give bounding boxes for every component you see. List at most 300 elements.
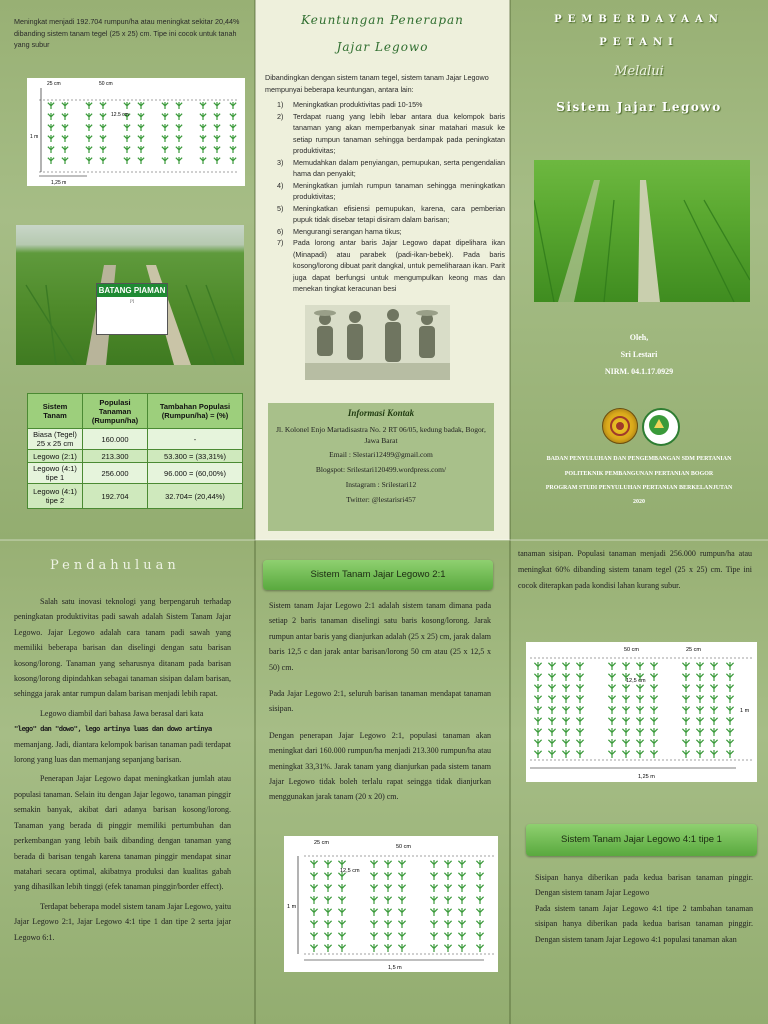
section-body: [269, 598, 491, 805]
rice-plant-icon: [726, 750, 733, 758]
rice-plant-icon: [398, 944, 405, 952]
rice-plant-icon: [622, 750, 629, 758]
rice-plant-icon: [696, 750, 703, 758]
rice-plant-icon: [458, 884, 465, 892]
rice-plant-icon: [622, 728, 629, 736]
rice-plant-icon: [100, 113, 106, 120]
table-cell: Legowo (4:1) tipe 2: [28, 484, 83, 509]
rice-plant-icon: [384, 908, 391, 916]
label-12-5: 12,5 cm: [626, 678, 646, 684]
rice-plant-icon: [444, 896, 451, 904]
rice-plant-icon: [124, 157, 130, 164]
section-paragraph: Sisipan hanya diberikan pada kedua barisan tanaman pinggir. Dengan sistem tanam Jajar Legowo: [535, 873, 753, 898]
label-50: 50 cm: [624, 647, 639, 653]
rice-plant-icon: [650, 739, 657, 747]
rice-plant-icon: [622, 662, 629, 670]
rice-plant-icon: [548, 695, 555, 703]
rice-plant-icon: [200, 157, 206, 164]
rice-field-photo-sign: [16, 225, 244, 365]
rice-plant-icon: [608, 728, 615, 736]
rice-plant-icon: [86, 135, 92, 142]
rice-plant-icon: [138, 113, 144, 120]
rice-plant-icon: [430, 944, 437, 952]
rice-plant-icon: [726, 673, 733, 681]
intro-body: [14, 594, 231, 945]
list-text: Terdapat ruang yang lebih lebar antara dua kelompok baris tanaman yang akan memperbanyak sinar matahari masuk ke setiap rumpun tanaman sehingga berdampak pada peningkatan produktivitas;: [293, 111, 505, 155]
benefits-title-2: Jajar Legowo: [336, 40, 429, 54]
rice-plant-icon: [48, 146, 54, 153]
population-table: [27, 393, 243, 509]
rice-plant-icon: [86, 124, 92, 131]
table-cell: 53.300 = (33,31%): [148, 450, 243, 463]
rice-plant-icon: [548, 717, 555, 725]
intro-paragraph: Terdapat beberapa model sistem tanam Jajar Legowo, yaitu Jajar Legowo 2:1, Jajar Legowo 4:1 tipe 1 dan tipe 2 serta jajar Legowo 6:1.: [14, 901, 231, 942]
rice-plant-icon: [162, 157, 168, 164]
table-header: Sistem Tanam: [28, 394, 83, 429]
rice-plant-icon: [124, 124, 130, 131]
list-text: Meningkatkan efisiensi pemupukan, karena, cara pemberian pupuk tidak disebar tetapi disiram dalam barisan;: [293, 203, 505, 224]
rice-plant-icon: [370, 908, 377, 916]
rice-plant-icon: [726, 662, 733, 670]
list-num: 3): [277, 157, 284, 167]
rice-plant-icon: [710, 662, 717, 670]
label-25: 25 cm: [686, 647, 701, 653]
rice-plant-icon: [430, 860, 437, 868]
rice-plant-icon: [458, 860, 465, 868]
rice-plant-icon: [338, 860, 345, 868]
list-text: Meningkatkan produktivitas padi 10-15%: [293, 100, 423, 109]
rice-plant-icon: [682, 750, 689, 758]
rice-plant-icon: [230, 102, 236, 109]
polytechnic-logo: [642, 408, 680, 446]
rice-plant-icon: [398, 932, 405, 940]
rice-plant-icon: [176, 113, 182, 120]
rice-plant-icon: [200, 135, 206, 142]
fold-line: [509, 0, 511, 1024]
list-num: 2): [277, 111, 284, 121]
rice-plant-icon: [384, 896, 391, 904]
plant-spacing-diagram: [284, 836, 498, 972]
label-height: 1 m: [740, 708, 750, 714]
list-item: [277, 99, 505, 111]
rice-plant-icon: [310, 896, 317, 904]
rice-plant-icon: [534, 717, 541, 725]
rice-plant-icon: [548, 750, 555, 758]
label-25: 25 cm: [314, 840, 329, 846]
rice-plant-icon: [310, 860, 317, 868]
rice-plant-icon: [650, 684, 657, 692]
section-paragraph: Sistem tanam Jajar Legowo 2:1 adalah sistem tanam dimana pada setiap 2 baris tanaman diselingi satu baris kosong/lorong. Jarak rumpun antar baris yang dianjurkan adalah (25 x 25) cm, jarak dalam baris 12,5 c dan jarak antar barisan/lorong 50 cm atau (25 x 12,5 x 50) cm.: [269, 601, 491, 672]
rice-plant-icon: [444, 944, 451, 952]
list-item: [277, 203, 505, 226]
rice-plant-icon: [458, 872, 465, 880]
list-num: 4): [277, 180, 284, 190]
rice-plant-icon: [458, 896, 465, 904]
rice-plant-icon: [338, 932, 345, 940]
rice-plant-icon: [458, 944, 465, 952]
rice-plant-icon: [162, 124, 168, 131]
rice-plant-icon: [622, 717, 629, 725]
rice-plant-icon: [338, 908, 345, 916]
label-width: 1,25 m: [51, 180, 67, 186]
label-50: 50 cm: [99, 81, 113, 87]
rice-plant-icon: [476, 884, 483, 892]
author-by: Oleh,: [629, 333, 649, 342]
rice-plant-icon: [338, 944, 345, 952]
rice-plant-icon: [696, 728, 703, 736]
rice-plant-icon: [384, 860, 391, 868]
rice-plant-icon: [62, 124, 68, 131]
intro-paragraph: Penerapan Jajar Legowo dapat meningkatkan jumlah atau populasi tanaman. Selain itu dengan Jajar legowo, tanaman pinggir semakin banyak, akibat dari adanya barisan kosong/lorong. Tanaman yang berada di pinggir memiliki pertumbuhan dan perkembangan yang lebih baik dibanding dengan tanaman yang berada di barisan tengah karena tanaman pinggir mendapat sinar matahari secara optimal, akibatnya produksi dan kualitas gabah yang dihasilkan lebih tinggi (efek tanaman pinggir/border effect).: [14, 774, 231, 892]
rice-plant-icon: [576, 662, 583, 670]
author-nirm: NIRM. 04.1.17.0929: [604, 367, 674, 376]
list-item: [277, 157, 505, 180]
list-text: Meningkatkan jumlah rumpun tanaman sehingga meningkatkan produktivitas;: [293, 180, 505, 201]
rice-plant-icon: [230, 146, 236, 153]
table-header: Populasi Tanaman (Rumpun/ha): [83, 394, 148, 429]
label-12-5: 12.5 cm: [111, 112, 129, 118]
rice-plant-icon: [710, 673, 717, 681]
rice-plant-icon: [444, 908, 451, 916]
rice-plant-icon: [138, 135, 144, 142]
rice-plant-icon: [324, 944, 331, 952]
rice-plant-icon: [430, 908, 437, 916]
rice-plant-icon: [48, 113, 54, 120]
rice-plant-icon: [384, 884, 391, 892]
rice-plant-icon: [430, 872, 437, 880]
table-cell: Legowo (2:1): [28, 450, 83, 463]
rice-plant-icon: [138, 157, 144, 164]
rice-plant-icon: [398, 896, 405, 904]
rice-plant-icon: [534, 695, 541, 703]
table-cell: 160.000: [83, 429, 148, 450]
rice-plant-icon: [62, 113, 68, 120]
rice-plant-icon: [576, 750, 583, 758]
rice-plant-icon: [696, 717, 703, 725]
section-header-4-1: [526, 824, 757, 856]
label-50: 50 cm: [396, 844, 411, 850]
rice-plant-icon: [682, 706, 689, 714]
rice-plant-icon: [650, 750, 657, 758]
list-text: Memudahkan dalam penyiangan, pemupukan, serta pengendalian hama dan penyakit;: [293, 157, 505, 178]
rice-plant-icon: [444, 884, 451, 892]
rice-plant-icon: [398, 872, 405, 880]
rice-plant-icon: [458, 932, 465, 940]
rice-plant-icon: [162, 113, 168, 120]
rice-plant-icon: [398, 920, 405, 928]
rice-plant-icon: [548, 706, 555, 714]
rice-plant-icon: [430, 920, 437, 928]
rice-plant-icon: [324, 860, 331, 868]
rice-plant-icon: [576, 728, 583, 736]
rice-plant-icon: [230, 157, 236, 164]
contact-twitter: Twitter: @lestarisri457: [346, 495, 416, 504]
rice-plant-icon: [384, 932, 391, 940]
rice-plant-icon: [200, 124, 206, 131]
rice-plant-icon: [562, 684, 569, 692]
rice-plant-icon: [200, 146, 206, 153]
contact-address: Jl. Kolonel Enjo Martadisastra No. 2 RT 06/05, kedung badak, Bogor, Jawa Barat: [276, 425, 486, 445]
rice-plant-icon: [576, 739, 583, 747]
panel-bottom-right: [510, 540, 768, 1024]
rice-plant-icon: [370, 860, 377, 868]
rice-plant-icon: [214, 102, 220, 109]
rice-plant-icon: [476, 932, 483, 940]
rice-plant-icon: [576, 706, 583, 714]
table-header-row: [28, 394, 243, 429]
table-cell: -: [148, 429, 243, 450]
rice-plant-icon: [230, 135, 236, 142]
rice-plant-icon: [562, 695, 569, 703]
rice-plant-icon: [124, 135, 130, 142]
rice-plant-icon: [176, 146, 182, 153]
rice-plant-icon: [726, 728, 733, 736]
sign-subtitle: [?]: [130, 299, 134, 303]
panel-bottom-left: [0, 540, 255, 1024]
rice-plant-icon: [384, 920, 391, 928]
rice-plant-icon: [86, 157, 92, 164]
rice-plant-icon: [398, 908, 405, 916]
rice-plant-icon: [696, 662, 703, 670]
rice-plant-icon: [124, 102, 130, 109]
rice-plant-icon: [650, 695, 657, 703]
cover-title-2: PETANI: [599, 37, 679, 48]
panel-top-right: [510, 0, 768, 540]
rice-plant-icon: [636, 695, 643, 703]
rice-plant-icon: [608, 706, 615, 714]
list-item: [277, 180, 505, 203]
table-cell: Legowo (4:1) tipe 1: [28, 463, 83, 484]
rice-plant-icon: [176, 124, 182, 131]
rice-plant-icon: [650, 717, 657, 725]
list-item: [277, 111, 505, 157]
rice-plant-icon: [650, 673, 657, 681]
legowo-diagram-small: [27, 78, 245, 186]
rice-plant-icon: [608, 673, 615, 681]
polytechnic-emblem-icon: [644, 410, 678, 444]
rice-plant-icon: [176, 157, 182, 164]
section-paragraph: Pada sistem tanam Jajar Legowo 4:1 tipe 2 tambahan tanaman sisipan hanya diberikan pada kedua barisan tanaman pinggir. Dengan sistem tanam Jajar Legowo 4:1 populasi tanaman akan: [535, 903, 753, 944]
table-cell: 32.704= (20,44%): [148, 484, 243, 509]
label-25: 25 cm: [47, 81, 61, 87]
rice-plant-icon: [370, 872, 377, 880]
rice-plant-icon: [162, 146, 168, 153]
table-row: [28, 450, 243, 463]
list-text: Pada lorong antar baris Jajar Legowo dapat dipelihara ikan (Minapadi) atau parabek (padi-ikan-bebek). Pada baris kosong/lorong dibuat parit dangkal, untuk pemeliharaan ikan. Parit juga dapat berfungsi untuk mengumpulkan keong mas dan menekan tingkat keracunan besi: [293, 238, 505, 293]
rice-plant-icon: [696, 673, 703, 681]
cover-title-3: Melalui: [614, 64, 664, 79]
rice-plant-icon: [726, 717, 733, 725]
rice-plant-icon: [310, 932, 317, 940]
table-header: Tambahan Populasi (Rumpun/ha) = (%): [148, 394, 243, 429]
rice-plant-icon: [338, 920, 345, 928]
rice-plant-icon: [48, 102, 54, 109]
farmers-illustration: [305, 305, 450, 380]
rice-plant-icon: [562, 673, 569, 681]
section-paragraph: Pada Jajar Legowo 2:1, seluruh barisan tanaman mendapat tanaman sisipan.: [269, 689, 491, 714]
rice-plant-icon: [310, 920, 317, 928]
table-cell: 192.704: [83, 484, 148, 509]
rice-plant-icon: [324, 920, 331, 928]
table-row: [28, 429, 243, 450]
rice-plant-icon: [534, 739, 541, 747]
section-header-2-1: [263, 560, 493, 590]
panel-top-left: [0, 0, 255, 540]
rice-plant-icon: [444, 860, 451, 868]
rice-plant-icon: [398, 860, 405, 868]
rice-plant-icon: [200, 102, 206, 109]
rice-plant-icon: [548, 673, 555, 681]
contact-email: Email : Slestari12499@gmail.com: [329, 450, 433, 459]
rice-plant-icon: [608, 662, 615, 670]
rice-plant-icon: [710, 695, 717, 703]
plant-spacing-diagram: [27, 78, 245, 186]
rice-plant-icon: [324, 896, 331, 904]
rice-plant-icon: [608, 695, 615, 703]
rice-plant-icon: [176, 135, 182, 142]
rice-plant-icon: [310, 944, 317, 952]
rice-plant-icon: [86, 113, 92, 120]
cover-title-1: PEMBERDAYAAN: [554, 14, 724, 25]
rice-plant-icon: [562, 717, 569, 725]
institution-1: BADAN PENYULUHAN DAN PENGEMBANGAN SDM PERTANIAN: [546, 456, 732, 462]
intro-paragraph: Legowo diambil dari bahasa Jawa berasal dari kata: [40, 708, 204, 718]
rice-plant-icon: [476, 860, 483, 868]
rice-plant-icon: [430, 884, 437, 892]
rice-plant-icon: [696, 684, 703, 692]
rice-plant-icon: [62, 102, 68, 109]
intro-paragraph: memanjang. Jadi, diantara kelompok barisan tanaman padi terdapat lorong yang luas dan memanjang sepanjang barisan.: [14, 739, 231, 765]
list-item: [277, 226, 505, 238]
rice-plant-icon: [726, 684, 733, 692]
rice-plant-icon: [444, 920, 451, 928]
list-num: 1): [277, 100, 284, 109]
list-item: [277, 237, 505, 295]
rice-plant-icon: [682, 739, 689, 747]
rice-plant-icon: [338, 896, 345, 904]
rice-plant-icon: [562, 739, 569, 747]
continued-paragraph: tanaman sisipan. Populasi tanaman menjadi 256.000 rumpun/ha atau meningkat 60% dibanding sistem tanam tegel (25 x 25) cm. Tipe ini cocok diterapkan pada kondisi lahan kurang subur.: [518, 549, 752, 590]
rice-plant-icon: [62, 146, 68, 153]
rice-plant-icon: [100, 146, 106, 153]
rice-plant-icon: [562, 750, 569, 758]
institution-year: 2020: [633, 499, 645, 505]
rice-plant-icon: [682, 673, 689, 681]
rice-plant-icon: [100, 135, 106, 142]
rice-plant-icon: [726, 706, 733, 714]
rice-plant-icon: [636, 662, 643, 670]
rice-plant-icon: [476, 920, 483, 928]
table-cell: 96.000 = (60,00%): [148, 463, 243, 484]
rice-plant-icon: [710, 684, 717, 692]
rice-plant-icon: [310, 884, 317, 892]
rice-plant-icon: [398, 884, 405, 892]
rice-plant-icon: [458, 908, 465, 916]
intro-paragraph: Salah satu inovasi teknologi yang berpengaruh terhadap peningkatan produktivitas padi sawah adalah Sistem Tanam Jajar Legowo. Jajar Legowo adalah cara tanam padi sawah yang memiliki beberapa barisan dan diselingi dengan satu barisan kosong/lorong. Tanaman yang seharusnya ditanam pada barisan kosong/lorong dipindahkan sebagai tanaman sisipan dalam barisan, sehingga jarak antar rumpun dalam barisan menjadi lebih rapat.: [14, 597, 231, 699]
author-name: Sri Lestari: [620, 350, 658, 359]
rice-plant-icon: [444, 932, 451, 940]
benefits-list: [277, 99, 505, 295]
section-title: Sistem Tanam Jajar Legowo 2:1: [310, 569, 446, 580]
rice-plant-icon: [682, 695, 689, 703]
farmers-icon: [305, 305, 450, 380]
rice-plant-icon: [162, 135, 168, 142]
field-sign: [96, 283, 168, 335]
rice-plant-icon: [636, 728, 643, 736]
contact-instagram: Instagram : Srilestari12: [345, 480, 417, 489]
rice-plant-icon: [310, 872, 317, 880]
rice-plant-icon: [710, 706, 717, 714]
rice-plant-icon: [548, 728, 555, 736]
panel-bottom-middle: [255, 540, 510, 1024]
rice-plant-icon: [682, 717, 689, 725]
rice-plant-icon: [682, 684, 689, 692]
rice-plant-icon: [214, 135, 220, 142]
sign-title: BATANG PIAMAN: [98, 286, 166, 295]
section-title: Sistem Tanam Jajar Legowo 4:1 tipe 1: [561, 834, 722, 845]
institution-2: POLITEKNIK PEMBANGUNAN PERTANIAN BOGOR: [564, 471, 714, 477]
panel-top-middle: [255, 0, 510, 540]
rice-plant-icon: [476, 944, 483, 952]
cover-rice-photo: [534, 160, 750, 302]
benefits-intro: Dibandingkan dengan sistem tanam tegel, sistem tanam Jajar Legowo mempunyai beberapa keuntungan, antara lain:: [265, 73, 489, 94]
rice-plant-icon: [636, 717, 643, 725]
rice-plant-icon: [576, 684, 583, 692]
rice-plant-icon: [86, 102, 92, 109]
rice-plant-icon: [370, 944, 377, 952]
rice-plant-icon: [710, 717, 717, 725]
rice-plant-icon: [576, 673, 583, 681]
list-num: 7): [277, 238, 284, 247]
rice-plant-icon: [696, 739, 703, 747]
rice-plant-icon: [138, 102, 144, 109]
rice-plant-icon: [370, 896, 377, 904]
rice-plant-icon: [726, 695, 733, 703]
table-row: [28, 484, 243, 509]
rice-plant-icon: [534, 673, 541, 681]
rice-plant-icon: [534, 728, 541, 736]
rice-plant-icon: [534, 750, 541, 758]
rice-plant-icon: [476, 896, 483, 904]
rice-plant-icon: [534, 662, 541, 670]
rice-plant-icon: [86, 146, 92, 153]
benefits-title-1: Keuntungan Penerapan: [301, 13, 464, 27]
rice-plant-icon: [324, 908, 331, 916]
table-row: [28, 463, 243, 484]
plant-rows: [48, 102, 236, 164]
rice-plant-icon: [48, 135, 54, 142]
rice-plant-icon: [608, 684, 615, 692]
label-height: 1 m: [30, 134, 39, 140]
horizontal-divider: [0, 539, 768, 541]
rice-plant-icon: [696, 695, 703, 703]
rice-plant-icon: [62, 135, 68, 142]
rice-plant-icon: [548, 739, 555, 747]
section-paragraph: Dengan penerapan Jajar Legowo 2:1, populasi tanaman akan meningkat dari 160.000 rumpun/ha menjadi 213.300 rumpun/ha atau meningkat 33,31%. Jarak tanam yang dianjurkan pada sistem tanam Jajar Legowo tidak boleh terlalu rapat seingga tidak dianjurkan menggunakan jarak tanam (20 x 20) cm.: [269, 730, 491, 802]
rice-plant-icon: [430, 932, 437, 940]
rice-plant-icon: [710, 728, 717, 736]
rice-plant-icon: [562, 662, 569, 670]
rice-plant-icon: [548, 662, 555, 670]
intro-paragraph: "lego" dan "dowo", lego artinya luas dan dowo artinya: [14, 724, 212, 734]
rice-plant-icon: [124, 146, 130, 153]
ministry-emblem-icon: [603, 409, 637, 443]
rice-plant-icon: [682, 662, 689, 670]
contact-blog: Blogspot: Srilestari120499.wordpress.com/: [315, 465, 447, 474]
ministry-logo: [602, 408, 638, 444]
rice-plant-icon: [636, 739, 643, 747]
plant-spacing-diagram: [526, 642, 757, 782]
